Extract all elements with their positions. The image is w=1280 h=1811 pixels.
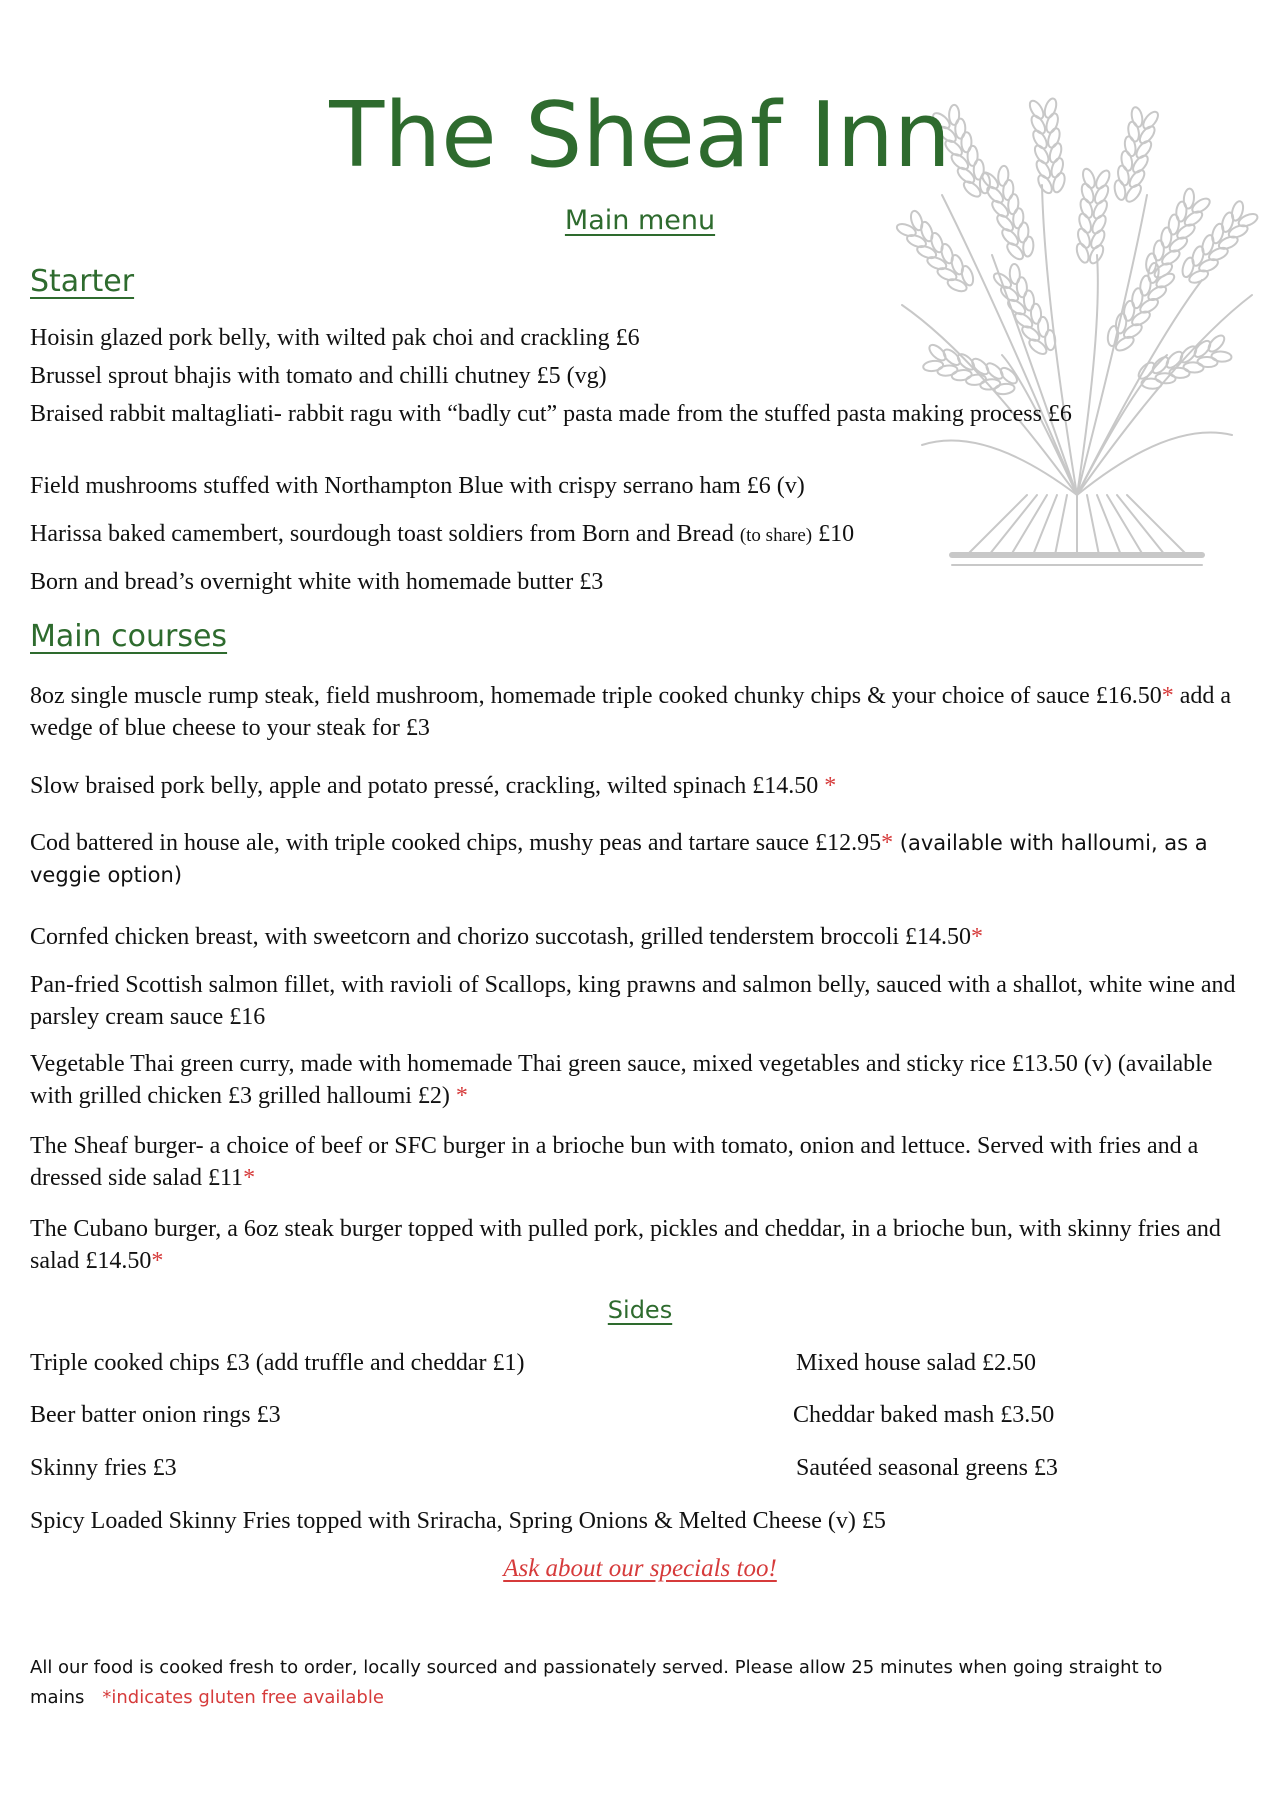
side-item: Triple cooked chips £3 (add truffle and cheddar £1): [30, 1350, 525, 1376]
main-item: Pan-fried Scottish salmon fillet, with ravioli of Scallops, king prawns and salmon belly, sauced with a shallot, white wine and parsley cream sauce £16: [30, 972, 1236, 1030]
main-item-text: Cornfed chicken breast, with sweetcorn and chorizo succotash, grilled tenderstem broccoli £14.50: [30, 924, 972, 950]
starter-item: [30, 518, 854, 552]
main-item-text: The Sheaf burger- a choice of beef or SFC burger in a brioche bun with tomato, onion and lettuce. Served with fries and a dressed side salad £11: [30, 1133, 1199, 1191]
main-item: [30, 680, 1245, 744]
gluten-free-mark: *: [824, 773, 837, 799]
main-item-text: The Cubano burger, a 6oz steak burger topped with pulled pork, pickles and cheddar, in a brioche bun, with skinny fries and salad £14.50: [30, 1216, 1221, 1274]
specials-note: Ask about our specials too!: [503, 1555, 777, 1582]
starter-item: Born and bread’s overnight white with homemade butter £3: [30, 569, 604, 595]
side-item: Skinny fries £3: [30, 1455, 177, 1481]
starter-item-price: £10: [812, 521, 855, 547]
gluten-free-legend: *indicates gluten free available: [102, 1687, 384, 1708]
footer-note: [30, 1653, 1245, 1713]
share-note: (to share): [739, 525, 813, 546]
main-item: [30, 921, 983, 953]
main-item: [30, 770, 836, 802]
menu-subtitle: [0, 205, 1280, 236]
main-item-extra: (available with halloumi, as a veggie option): [30, 831, 1208, 887]
starter-item: Field mushrooms stuffed with Northampton Blue with crispy serrano ham £6 (v): [30, 473, 805, 499]
gluten-free-mark: *: [971, 924, 984, 950]
menu-subtitle-text: Main menu: [564, 205, 716, 236]
main-courses-heading: Main courses: [30, 619, 228, 654]
gluten-free-mark: *: [151, 1248, 164, 1274]
side-item: Beer batter onion rings £3: [30, 1402, 281, 1428]
restaurant-title: The Sheaf Inn: [329, 83, 951, 188]
main-item-text: Cod battered in house ale, with triple cooked chips, mushy peas and tartare sauce £12.95: [30, 830, 882, 856]
starter-item: Hoisin glazed pork belly, with wilted pak choi and crackling £6: [30, 325, 640, 351]
gluten-free-mark: *: [881, 830, 894, 856]
side-item: Spicy Loaded Skinny Fries topped with Sriracha, Spring Onions & Melted Cheese (v) £5: [30, 1508, 886, 1534]
main-item-text: 8oz single muscle rump steak, field mushroom, homemade triple cooked chunky chips & your choice of sauce £16.50: [30, 683, 1162, 709]
footer-text: All our food is cooked fresh to order, locally sourced and passionately served. Please allow 25 minutes when going straight to mains: [30, 1657, 1163, 1708]
starter-item: Brussel sprout bhajis with tomato and chilli chutney £5 (vg): [30, 363, 607, 389]
gluten-free-mark: *: [1161, 683, 1174, 709]
main-item: [30, 1048, 1245, 1112]
sides-heading: Sides: [607, 1296, 673, 1324]
side-item: Cheddar baked mash £3.50: [793, 1402, 1055, 1428]
main-item-extra: add a wedge of blue cheese to your steak for £3: [30, 683, 1232, 741]
main-item: [30, 1213, 1245, 1277]
starter-item-text: Harissa baked camembert, sourdough toast soldiers from Born and Bread: [30, 521, 740, 547]
gluten-free-mark: *: [243, 1165, 256, 1191]
side-item: Sautéed seasonal greens £3: [796, 1455, 1058, 1481]
main-item-text: Slow braised pork belly, apple and potato pressé, crackling, wilted spinach £14.50: [30, 773, 825, 799]
main-item: [30, 1130, 1245, 1194]
gluten-free-mark: *: [455, 1083, 468, 1109]
side-item: Mixed house salad £2.50: [796, 1350, 1036, 1376]
main-item-text: Vegetable Thai green curry, made with homemade Thai green sauce, mixed vegetables and sticky rice £13.50 (v) (available with grilled chicken £3 grilled halloumi £2): [30, 1051, 1213, 1109]
starter-heading: Starter: [30, 264, 135, 299]
starter-item: Braised rabbit maltagliati- rabbit ragu with “badly cut” pasta made from the stuffed pasta making process £6: [30, 401, 1072, 427]
main-item: [30, 827, 1245, 891]
